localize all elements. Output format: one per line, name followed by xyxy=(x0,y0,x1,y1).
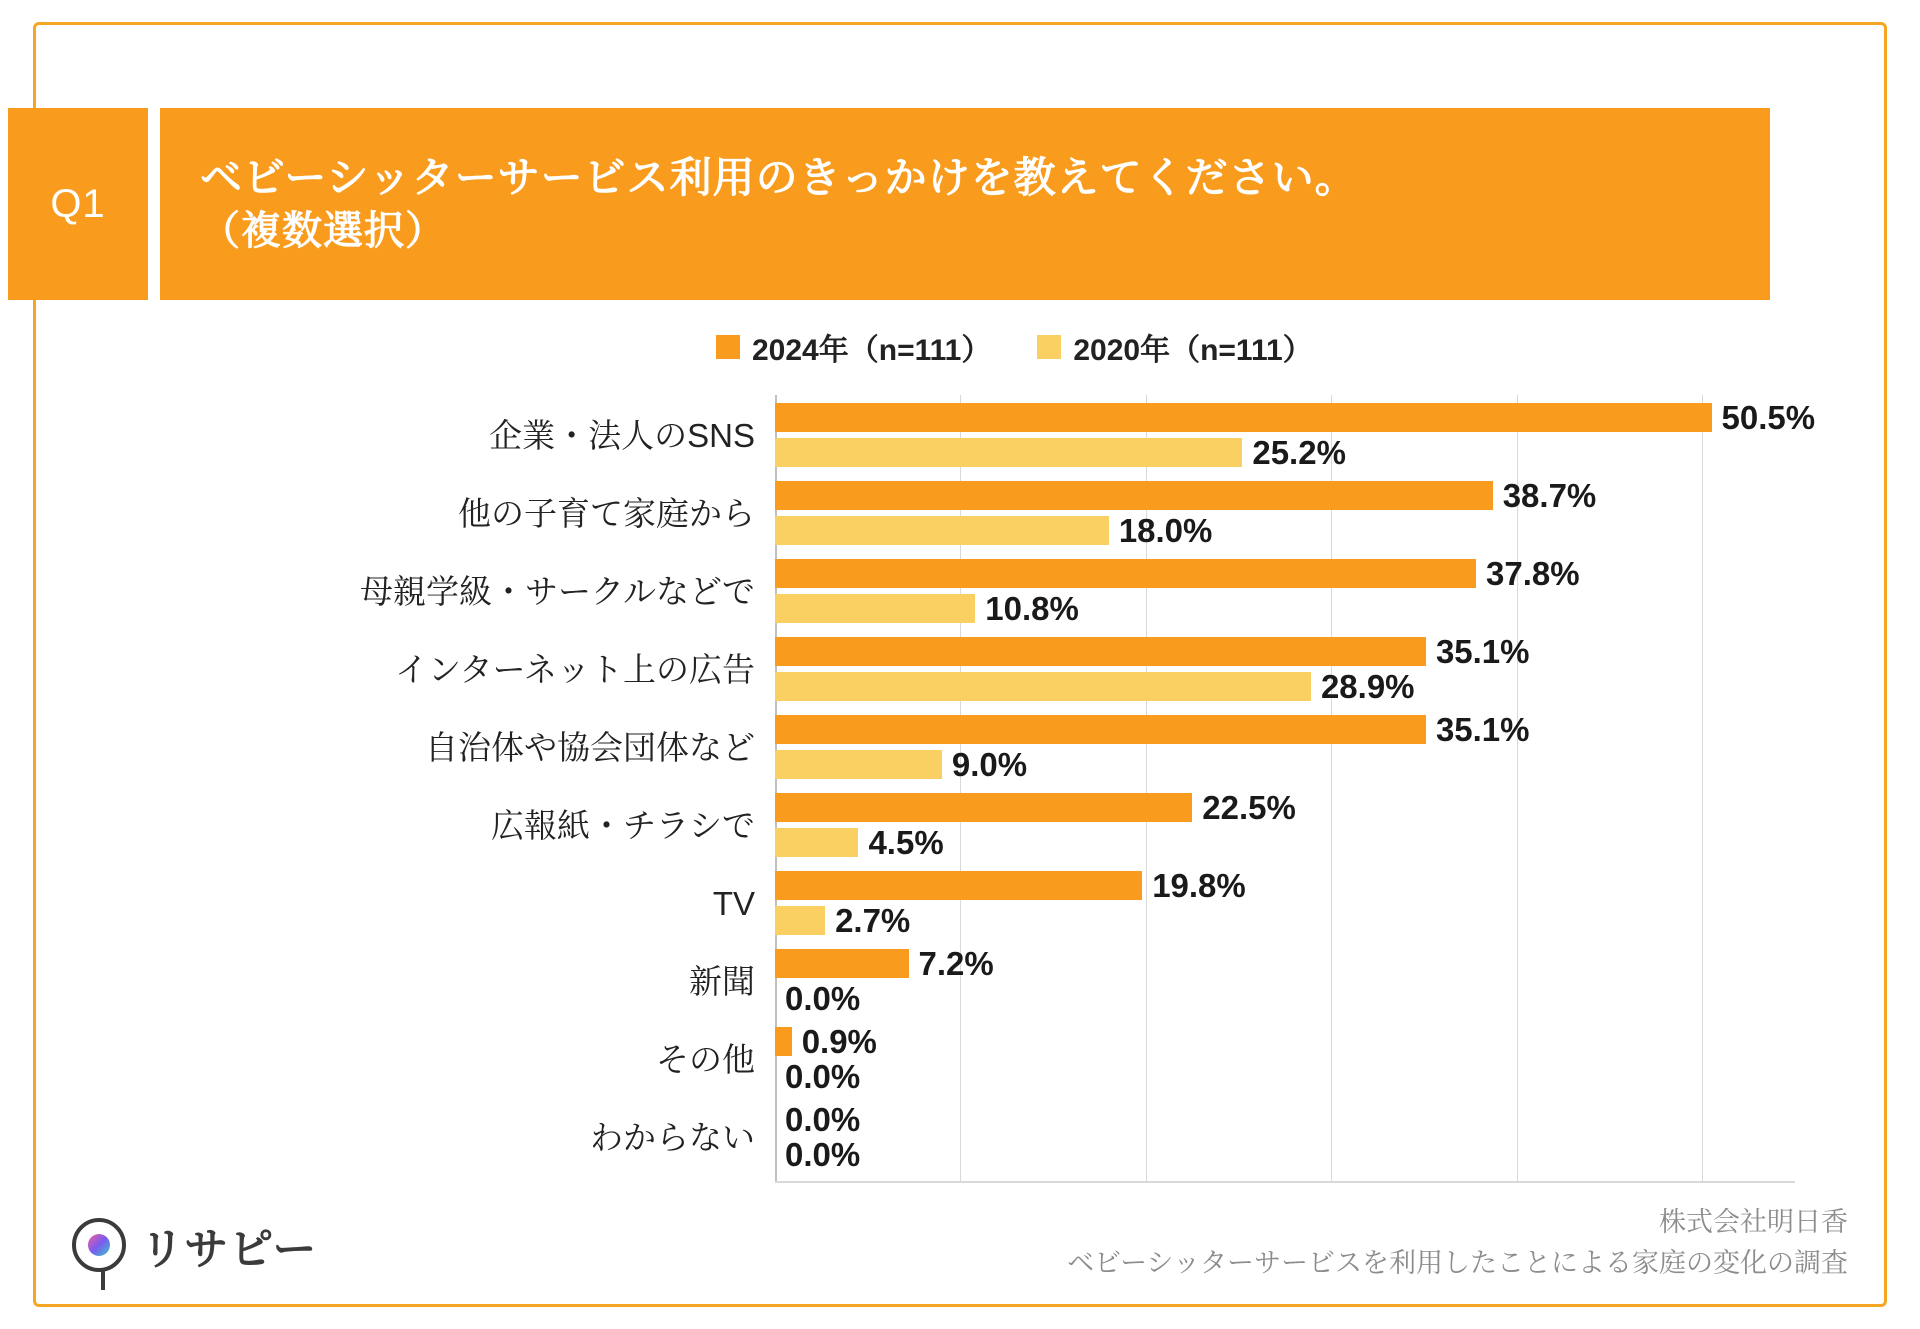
chart-rows xyxy=(359,395,1816,1175)
legend-label-2020: 2020年（n=111） xyxy=(1073,334,1313,367)
bar-value-label: 25.2% xyxy=(1252,434,1346,471)
bar-value-label: 22.5% xyxy=(1202,789,1296,826)
bar-value-label: 0.0% xyxy=(785,1101,861,1138)
question-title-bar xyxy=(160,108,1770,300)
logo-mark-icon xyxy=(72,1218,126,1272)
bar-value-label: 28.9% xyxy=(1320,668,1415,705)
chart-row xyxy=(491,785,1795,863)
bar-2024 xyxy=(775,403,1712,432)
legend-swatch-2020 xyxy=(1037,335,1061,359)
chart-row xyxy=(394,629,1795,707)
footer-company: 株式会社明日香 xyxy=(1659,1207,1848,1237)
bar-2024 xyxy=(775,793,1192,822)
bar-2024 xyxy=(775,949,909,978)
bar-chart xyxy=(60,385,1850,1205)
chart-row xyxy=(590,1097,1795,1175)
bar-2020 xyxy=(775,750,942,779)
question-number-label: Q1 xyxy=(50,181,106,226)
chart-row xyxy=(489,395,1816,473)
chart-row xyxy=(359,551,1795,629)
chart-row xyxy=(458,473,1795,551)
bar-value-label: 19.8% xyxy=(1152,867,1246,904)
bar-2020 xyxy=(775,672,1311,701)
footer-credits xyxy=(1067,1202,1848,1283)
category-label: インターネット上の広告 xyxy=(394,651,755,688)
bar-2024 xyxy=(775,481,1493,510)
bar-value-label: 0.9% xyxy=(801,1023,877,1060)
question-title-line-2: （複数選択） xyxy=(200,209,446,254)
category-label: 自治体や協会団体など xyxy=(425,729,755,766)
bar-2024 xyxy=(775,1027,792,1056)
bar-2024 xyxy=(775,637,1426,666)
chart-row xyxy=(689,941,1795,1019)
bar-2024 xyxy=(775,559,1476,588)
bar-2020 xyxy=(775,906,825,935)
bar-value-label: 4.5% xyxy=(868,824,944,861)
chart-row xyxy=(712,863,1795,941)
bar-value-label: 0.0% xyxy=(785,1058,861,1095)
bar-value-label: 50.5% xyxy=(1721,399,1816,436)
legend-item-2024 xyxy=(716,325,991,369)
brand-logo xyxy=(72,1213,317,1277)
bar-2024 xyxy=(775,871,1142,900)
question-number-badge xyxy=(8,108,148,300)
bar-2020 xyxy=(775,594,975,623)
category-label: 企業・法人のSNS xyxy=(489,417,755,454)
bar-2024 xyxy=(775,715,1426,744)
bar-value-label: 7.2% xyxy=(918,945,994,982)
category-label: わからない xyxy=(590,1119,755,1156)
bar-value-label: 35.1% xyxy=(1435,633,1530,670)
bar-value-label: 2.7% xyxy=(835,902,911,939)
category-label: TV xyxy=(712,885,755,922)
category-label: 広報紙・チラシで xyxy=(491,807,755,844)
chart-row xyxy=(425,707,1795,785)
chart-legend xyxy=(716,325,1313,369)
chart-row xyxy=(656,1019,1795,1097)
bar-value-label: 38.7% xyxy=(1502,477,1597,514)
bar-value-label: 0.0% xyxy=(785,980,861,1017)
bar-value-label: 35.1% xyxy=(1435,711,1530,748)
category-label: 母親学級・サークルなどで xyxy=(359,573,755,610)
bar-value-label: 0.0% xyxy=(785,1136,861,1173)
bar-value-label: 10.8% xyxy=(985,590,1079,627)
bar-value-label: 18.0% xyxy=(1118,512,1213,549)
chart-axis-baseline xyxy=(775,1181,1795,1183)
bar-value-label: 37.8% xyxy=(1486,555,1580,592)
category-label: その他 xyxy=(656,1041,755,1078)
legend-swatch-2024 xyxy=(716,335,740,359)
bar-value-label: 9.0% xyxy=(951,746,1028,783)
chart-plot-area xyxy=(359,395,1816,1195)
category-label: 新聞 xyxy=(689,963,755,1000)
logo-text: リサピー xyxy=(140,1225,318,1274)
legend-item-2020 xyxy=(1037,325,1312,369)
category-label: 他の子育て家庭から xyxy=(458,495,755,532)
footer-survey-title: ベビーシッターサービスを利用したことによる家庭の変化の調査 xyxy=(1067,1247,1848,1278)
question-title-line-1: ベビーシッターサービス利用のきっかけを教えてください。 xyxy=(200,153,1358,201)
bar-2020 xyxy=(775,828,858,857)
bar-2020 xyxy=(775,516,1109,545)
legend-label-2024: 2024年（n=111） xyxy=(752,334,992,367)
bar-2020 xyxy=(775,438,1242,467)
